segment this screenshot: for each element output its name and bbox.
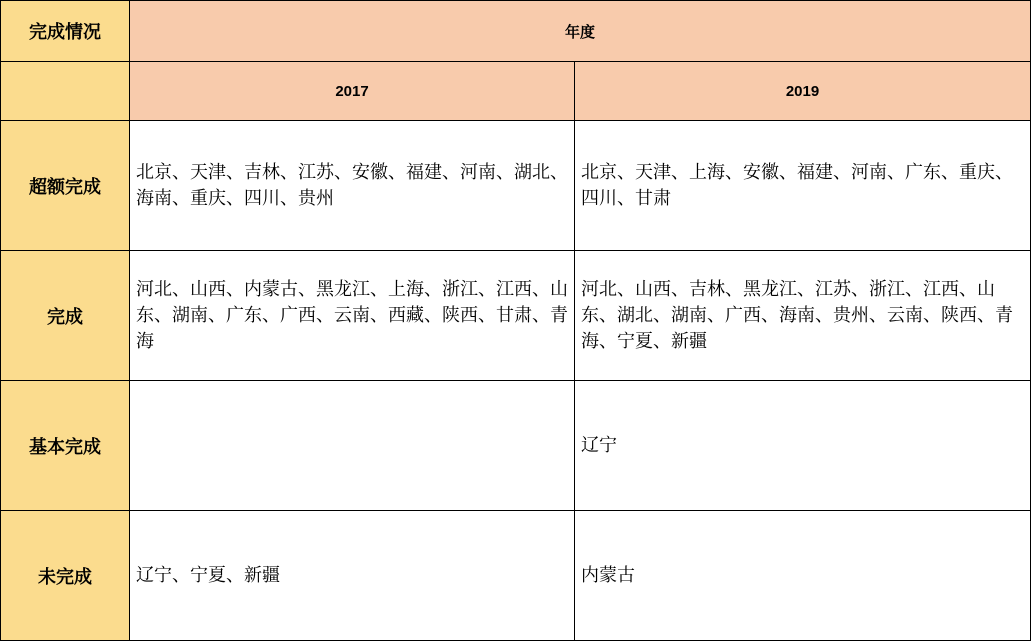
cell-text: 河北、山西、内蒙古、黑龙江、上海、浙江、江西、山东、湖南、广东、广西、云南、西藏、陕西、甘肃、青海 — [136, 278, 568, 352]
corner-header: 完成情况 — [0, 0, 130, 62]
cell-basically-completed-2017 — [129, 380, 575, 511]
cell-not-completed-2017 — [129, 510, 575, 641]
cell-basically-completed-2019 — [574, 380, 1031, 511]
year-2017-header: 2017 — [129, 61, 575, 121]
cell-completed-2019 — [574, 250, 1031, 381]
cell-text: 北京、天津、吉林、江苏、安徽、福建、河南、湖北、海南、重庆、四川、贵州 — [136, 161, 568, 209]
cell-exceeded-2017 — [129, 120, 575, 251]
cell-exceeded-2019 — [574, 120, 1031, 251]
row-label-exceeded: 超额完成 — [0, 120, 130, 251]
cell-text: 内蒙古 — [581, 564, 635, 586]
row-label-basically-completed: 基本完成 — [0, 380, 130, 511]
row-label-completed: 完成 — [0, 250, 130, 381]
cell-text: 河北、山西、吉林、黑龙江、江苏、浙江、江西、山东、湖北、湖南、广西、海南、贵州、云南、陕西、青海、宁夏、新疆 — [581, 278, 1013, 352]
cell-completed-2017 — [129, 250, 575, 381]
cell-text: 辽宁、宁夏、新疆 — [136, 564, 280, 586]
corner-header-blank — [0, 61, 130, 121]
cell-text: 北京、天津、上海、安徽、福建、河南、广东、重庆、四川、甘肃 — [581, 161, 1013, 209]
row-label-not-completed: 未完成 — [0, 510, 130, 641]
year-header: 年度 — [129, 0, 1031, 62]
year-2019-header: 2019 — [574, 61, 1031, 121]
cell-not-completed-2019 — [574, 510, 1031, 641]
cell-text: 辽宁 — [581, 434, 617, 456]
